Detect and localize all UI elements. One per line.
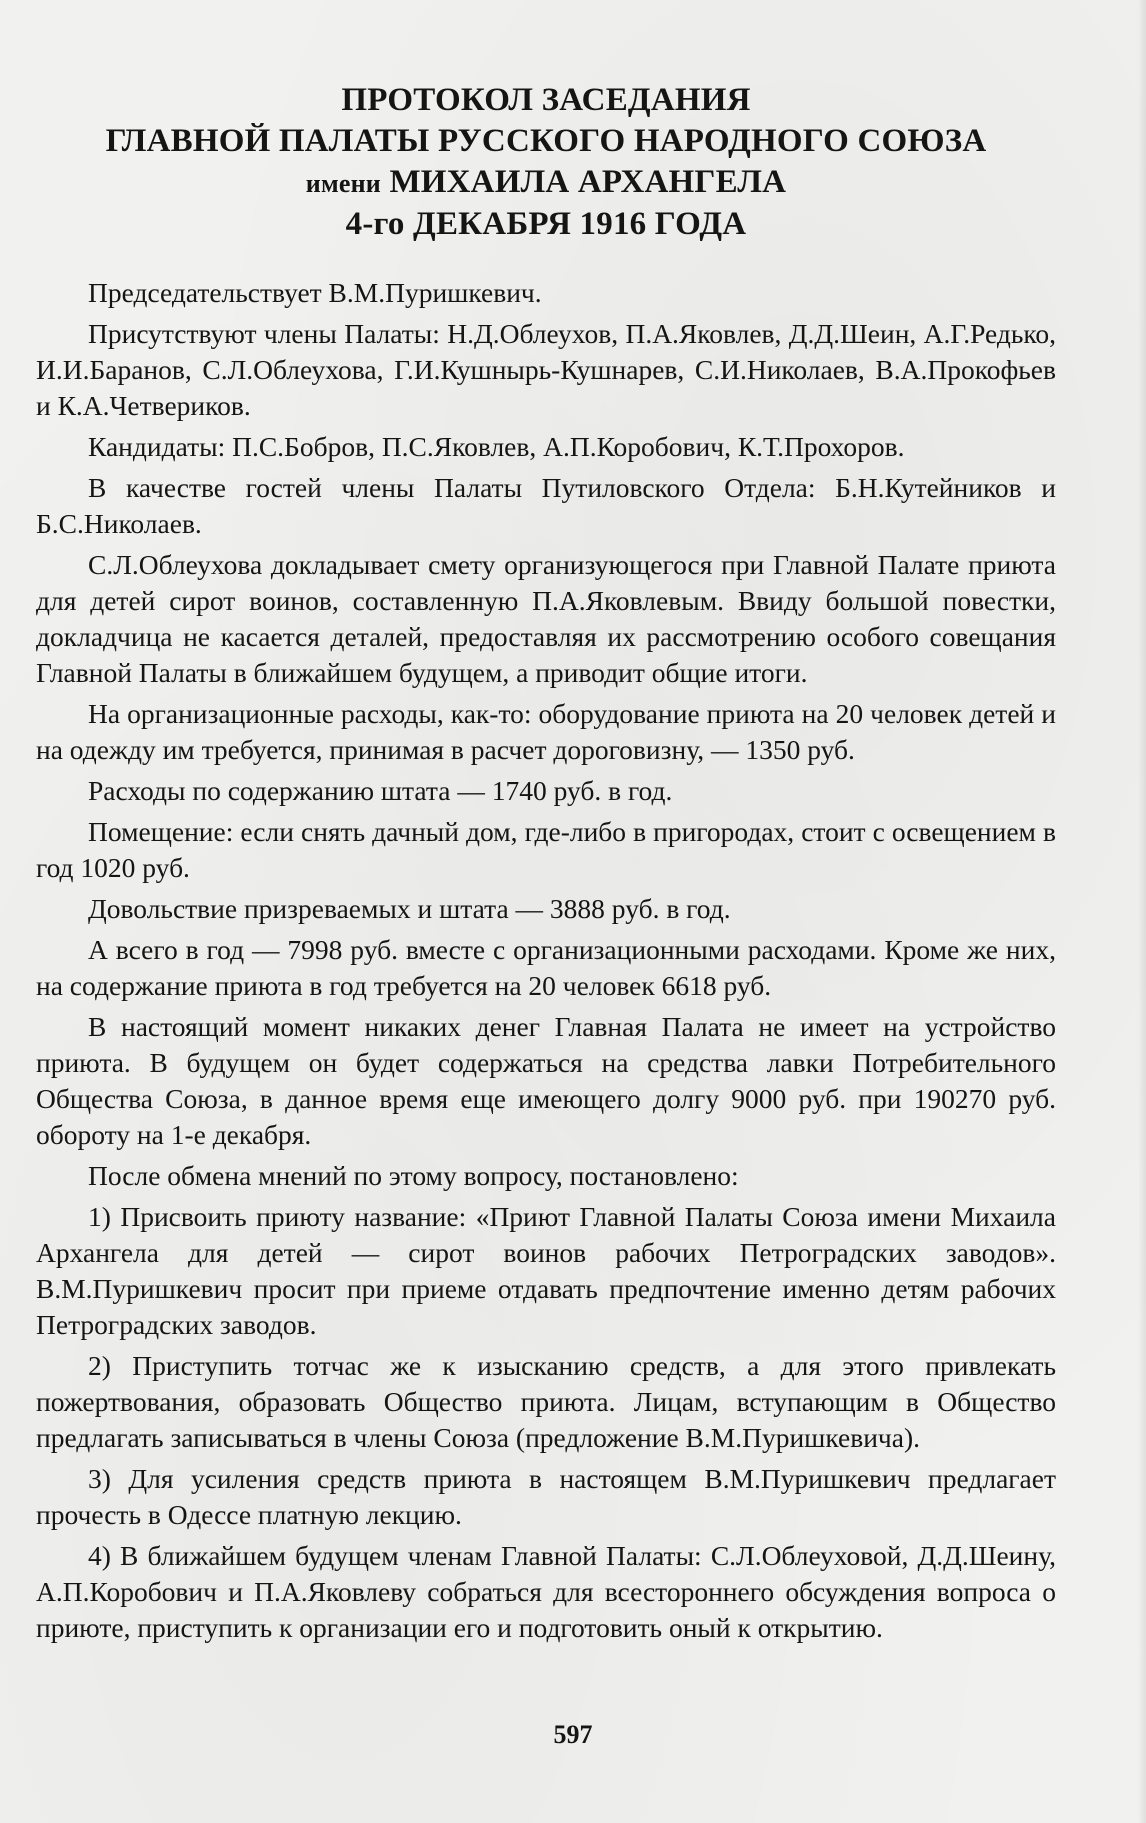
paragraph-food: Довольствие призреваемых и штата — 3888 руб. в год.: [88, 893, 731, 924]
paragraph-guests: В качестве гостей члены Палаты Путиловского Отдела: Б.Н.Кутейников и Б.С.Николаев.: [36, 472, 1056, 539]
paragraph-members: Присутствуют члены Палаты: Н.Д.Облеухов, П.А.Яковлев, Д.Д.Шеин, А.Г.Редько, И.И.Баранов, С.Л.Облеухова, Г.И.Кушнырь-Кушнарев, С.И.Николаев, В.А.Прокофьев и К.А.Четвериков.: [36, 318, 1056, 421]
paragraph-resolution-2: 2) Приступить тотчас же к изысканию средств, а для этого привлекать пожертвования, образовать Общество приюта. Лицам, вступающим в Общество предлагать записываться в члены Союза (предложение В.М.Пуришкевича).: [36, 1350, 1056, 1453]
paragraph-funding: В настоящий момент никаких денег Главная Палата не имеет на устройство приюта. В будущем он будет содержаться на средства лавки Потребительного Общества Союза, в данное время еще имеющего долгу 9000 руб. при 190270 руб. обороту на 1-е декабря.: [36, 1011, 1056, 1150]
title-line-3: [36, 162, 1056, 204]
paragraph-resolution-intro: После обмена мнений по этому вопросу, постановлено:: [88, 1160, 739, 1191]
title-line-2: ГЛАВНОЙ ПАЛАТЫ РУССКОГО НАРОДНОГО СОЮЗА: [105, 123, 987, 159]
paragraph-organization-costs: На организационные расходы, как-то: оборудование приюта на 20 человек детей и на одежду им требуется, принимая в расчет дороговизну, — 1350 руб.: [36, 698, 1056, 765]
paragraph-staff-costs: Расходы по содержанию штата — 1740 руб. в год.: [88, 775, 673, 806]
paragraph-chair: Председательствует В.М.Пуришкевич.: [88, 277, 542, 308]
paragraph-resolution-3: 3) Для усиления средств приюта в настоящем В.М.Пуришкевич предлагает прочесть в Одессе платную лекцию.: [36, 1463, 1056, 1530]
title-line-3-main: МИХАИЛА АРХАНГЕЛА: [389, 164, 787, 200]
paragraph-candidates: Кандидаты: П.С.Бобров, П.С.Яковлев, А.П.Коробович, К.Т.Прохоров.: [88, 431, 905, 462]
title-line-1: ПРОТОКОЛ ЗАСЕДАНИЯ: [341, 82, 751, 118]
title-line-3-prefix: имени: [305, 169, 381, 198]
paragraph-resolution-1: 1) Присвоить приюту название: «Приют Главной Палаты Союза имени Михаила Архангела для детей — сирот воинов рабочих Петроградских заводов». В.М.Пуришкевич просит при приеме отдавать предпочтение именно детям рабочих Петроградских заводов.: [36, 1201, 1056, 1340]
title-line-4: 4-го ДЕКАБРЯ 1916 ГОДА: [345, 206, 747, 242]
paragraph-premises: Помещение: если снять дачный дом, где-либо в пригородах, стоит с освещением в год 1020 руб.: [36, 816, 1056, 883]
paragraph-resolution-4: 4) В ближайшем будущем членам Главной Палаты: С.Л.Облеуховой, Д.Д.Шеину, А.П.Коробович и П.А.Яковлеву собраться для всестороннего обсуждения вопроса о приюте, приступить к организации его и подготовить оный к открытию.: [36, 1540, 1056, 1643]
paragraph-report: С.Л.Облеухова докладывает смету организующегося при Главной Палате приюта для детей сирот воинов, составленную П.А.Яковлевым. Ввиду большой повестки, докладчица не касается деталей, предоставляя их рассмотрению особого совещания Главной Палаты в ближайшем будущем, а приводит общие итоги.: [36, 549, 1056, 688]
document-title: [36, 80, 1056, 245]
paragraph-total: А всего в год — 7998 руб. вместе с организационными расходами. Кроме же них, на содержание приюта в год требуется на 20 человек 6618 руб.: [36, 934, 1056, 1001]
page-number: 597: [553, 1720, 593, 1749]
document-body: [36, 80, 1056, 1651]
page-edge-shadow: [1138, 0, 1146, 1823]
